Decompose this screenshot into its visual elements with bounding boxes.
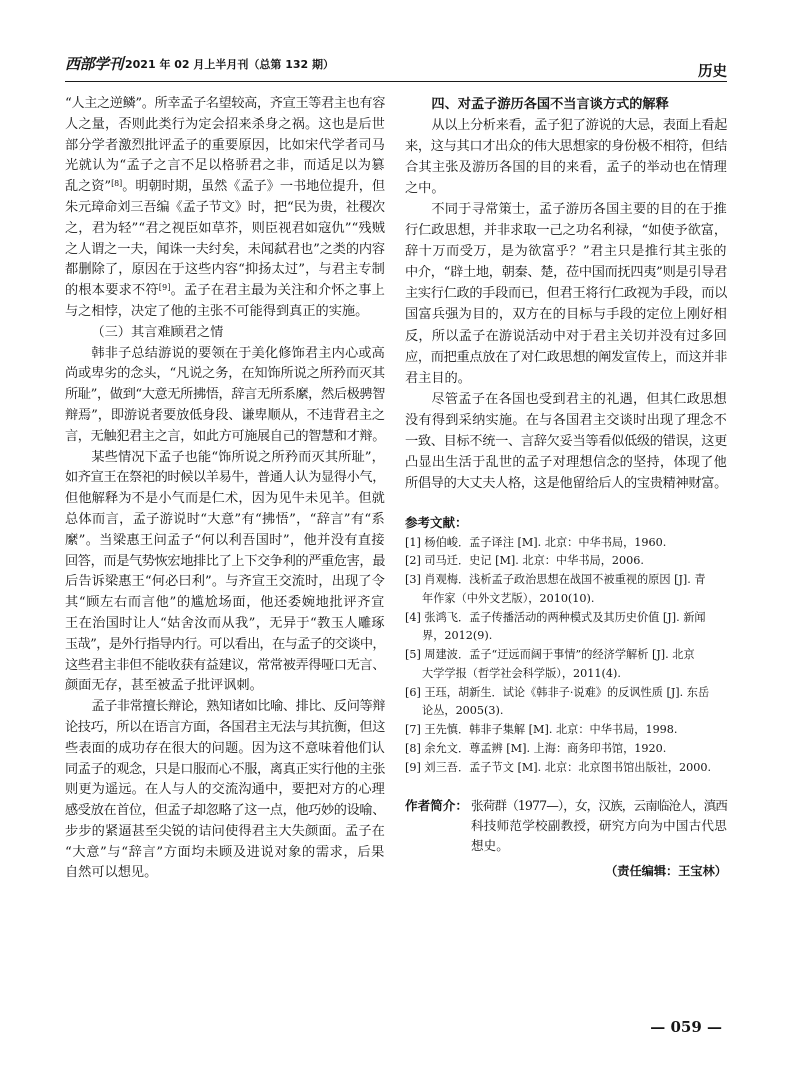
text-line: 感受放在首位，但孟子却忽略了这一点，他巧妙的设喻、 xyxy=(65,803,385,819)
text-line: 张荷群（1977—），女，汉族，云南临沧人，滇西 xyxy=(471,798,727,813)
text-line: 国富兵强为目的，双方在的目标与手段的定位上刚好相 xyxy=(405,307,727,323)
reference-item xyxy=(405,759,727,778)
text-line: [5] 周建波．孟子“迂远而阔于事情”的经济学解析 [J]. 北京 xyxy=(405,648,695,662)
text-line: 縻”。当梁惠王问孟子“何以利吾国时”，他并没有直接 xyxy=(65,532,385,548)
text-line: 主实行仁政的手段而已，但君王将行仁政视为手段，而以 xyxy=(405,286,727,302)
body-paragraph xyxy=(65,344,385,448)
text-line: 一致、目标不统一、言辞欠妥当等看似低级的错误，这更 xyxy=(405,434,727,449)
text-line: 之人谓之一夫，闻诛一夫纣矣，未闻弑君也”之类的内容 xyxy=(65,241,385,257)
text-line: 君主目的。 xyxy=(405,370,471,386)
references-title: 参考文献： xyxy=(405,515,468,530)
reference-item xyxy=(405,740,727,759)
text-line: 总体而言，孟子游说时“大意”有“拂悟”，“辞言”有“系 xyxy=(65,511,385,527)
author-bio xyxy=(471,796,727,856)
text-line: 没有得到采纳实施。在与各国君主交谈时出现了理念不 xyxy=(405,412,727,428)
text-line: 尚或卑劣的念头，“凡说之务，在知饰所说之所矜而灭其 xyxy=(65,366,385,382)
text-line: 合其主张及游历各国的目的来看，孟子的举动也在情理 xyxy=(405,159,727,175)
text-line: 言，无触犯君主之言，如此方可施展自己的智慧和才辩。 xyxy=(65,428,385,444)
journal-logo: 西部学刊 xyxy=(65,55,124,73)
text-line: 反，所以孟子在游说活动中对于君主关切并没有过多回 xyxy=(405,328,727,344)
text-line: 后告诉梁惠王“何必曰利”。与齐宣王交流时，出现了令 xyxy=(65,574,385,590)
text-line xyxy=(65,177,385,198)
text-line: 则更为遥远。在人与人的交流沟通中，要把对方的心理 xyxy=(65,782,385,798)
text-line: 界，2012(9). xyxy=(422,629,493,643)
text-line: 回答，而是气势恢宏地排比了上下交争利的严重危害，最 xyxy=(65,553,385,569)
text-line: 其“顾左右而言他”的尴尬场面，他还委婉地批评齐宣 xyxy=(65,595,385,611)
text-line: 韩非子总结游说的要领在于美化修饰君主内心或高 xyxy=(91,345,385,361)
text-line: 不同于寻常策士，孟子游历各国主要的目的在于推 xyxy=(431,201,727,217)
text-line: [6] 王珏，胡新生．试论《韩非子·说难》的反讽性质 [J]. 东岳 xyxy=(405,685,710,699)
header-rule xyxy=(65,81,727,82)
text-segment: 。孟子在君主最为关注和介怀之事上 xyxy=(170,283,386,299)
reference-item xyxy=(405,684,727,722)
text-line: 这些君主非但不能收获有益建议，常常被弄得哑口无言、 xyxy=(65,657,385,673)
editor-note: （责任编辑：王宝林） xyxy=(605,864,727,878)
body-paragraph xyxy=(65,448,385,698)
text-line: “大意”与“辞言”方面均未顾及进说对象的需求，后果 xyxy=(65,844,385,860)
text-line: [7] 王先慎．韩非子集解 [M]. 北京：中华书局，1998. xyxy=(405,723,678,737)
citation-marker: [9] xyxy=(158,283,171,293)
text-line: [1] 杨伯峻．孟子译注 [M]. 北京：中华书局，1960. xyxy=(405,535,667,549)
text-line: 但他解释为不是小气而是仁术，因为见牛未见羊。但就 xyxy=(65,491,385,507)
text-line: 来，这与其口才出众的伟大思想家的身份极不相符，但结 xyxy=(405,138,727,154)
text-line: 人之量，否则此类行为定会招来杀身之祸。这也是后世 xyxy=(65,116,385,132)
subsection-heading: （三）其言难顾君之情 xyxy=(91,324,224,340)
text-line: 如齐宣王在祭祀的时候以羊易牛，普通人认为显得小气， xyxy=(65,470,385,486)
body-paragraph xyxy=(405,199,727,389)
text-line: 所倡导的大丈夫人格，这是他留给后人的宝贵精神财富。 xyxy=(405,476,727,492)
body-paragraph xyxy=(405,389,727,494)
reference-item xyxy=(405,552,727,571)
text-line: 凸显出生活于乱世的孟子对理想信念的坚持，体现了他 xyxy=(405,455,727,471)
text-line: 辩焉”，即游说者要放低身段、谦卑顺从，不违背君主之 xyxy=(65,407,385,423)
text-line: [3] 肖观梅．浅析孟子政治思想在战国不被重视的原因 [J]. 青 xyxy=(405,573,706,587)
text-line: 辞十万而受万，是为欲富乎？”君主只是推行其主张的 xyxy=(405,244,727,260)
text-line: 行仁政思想，并非求取一己之功名利禄，“如使予欲富， xyxy=(405,223,727,239)
text-line: 之中。 xyxy=(405,180,445,196)
text-line: “人主之逆鳞”。所幸孟子名望较高，齐宣王等君主也有容 xyxy=(65,96,385,111)
text-line: 部分学者激烈批评孟子的重要原因，比如宋代学者司马 xyxy=(65,137,385,153)
author-bio-label: 作者简介： xyxy=(405,798,468,813)
text-segment: 的根本要求不符 xyxy=(65,283,159,299)
text-segment: 。明朝时期，虽然《孟子》一书地位提升，但 xyxy=(122,179,385,195)
text-line: 科技师范学校副教授，研究方向为中国古代思 xyxy=(471,818,727,833)
section-label: 历史 xyxy=(698,64,727,80)
body-paragraph xyxy=(405,115,727,199)
text-line: 某些情况下孟子也能“饰所说之所矜而灭其所耻”， xyxy=(91,449,385,465)
reference-item xyxy=(405,571,727,609)
text-line: 之，君为轻”“君之视臣如草芥，则臣视君如寇仇”“残贼 xyxy=(65,220,385,236)
text-line: 大学学报（哲学社会科学版），2011(4). xyxy=(422,666,621,680)
reference-item xyxy=(405,609,727,647)
body-paragraph xyxy=(65,94,385,323)
text-line: 颜面无存，甚至被孟子批评讽刺。 xyxy=(65,678,263,694)
text-line: 从以上分析来看，孟子犯了游说的大忌，表面上看起 xyxy=(431,117,727,133)
issue-info: 2021 年 02 月上半月刊（总第 132 期） xyxy=(125,58,335,71)
text-line: 都删除了，原因在于这些内容“抑扬太过”，与君主专制 xyxy=(65,262,385,278)
body-paragraph xyxy=(65,697,385,884)
text-line: 年作家（中外文艺版），2010(10). xyxy=(422,591,595,605)
text-line: [4] 张鸿飞．孟子传播活动的两种模式及其历史价值 [J]. 新闻 xyxy=(405,610,706,624)
text-line: 自然可以想见。 xyxy=(65,865,158,881)
text-line: 同孟子的观念，只是口服而心不服，离真正实行他的主张 xyxy=(65,761,385,777)
text-line: 光就认为“孟子之言不足以格骄君之非，而适足以为篡 xyxy=(65,158,385,174)
citation-marker: [8] xyxy=(111,179,123,189)
text-line: 与之相悖，决定了他的主张不可能得到真正的实施。 xyxy=(65,303,369,319)
text-line: 中介，“辟土地，朝秦、楚，莅中国而抚四夷”则是引导君 xyxy=(405,265,727,281)
text-line: 玉哉”，是外行指导内行。可以看出，在与孟子的交谈中， xyxy=(65,636,385,652)
text-line: 所耻”，做到“大意无所拂悟，辞言无所系縻，然后极骋智 xyxy=(65,387,385,403)
reference-item xyxy=(405,534,727,553)
reference-item xyxy=(405,646,727,684)
left-column xyxy=(65,94,385,884)
text-line xyxy=(65,281,385,302)
text-line: 论丛，2005(3). xyxy=(422,704,504,718)
text-line: 应，而把重点放在了对仁政思想的阐发宣传上，而这并非 xyxy=(405,349,727,365)
reference-item xyxy=(405,721,727,740)
section-heading: 四、对孟子游历各国不当言谈方式的解释 xyxy=(431,96,669,112)
text-line: [8] 余允文．尊孟辨 [M]. 上海：商务印书馆，1920. xyxy=(405,741,667,755)
reference-list xyxy=(405,534,727,778)
page-number: — 059 — xyxy=(650,1018,722,1036)
text-line: 些表面的成功存在很大的问题。因为这不意味着他们认 xyxy=(65,740,385,756)
text-line: 步步的紧逼甚至尖锐的诘问使得君主大失颜面。孟子在 xyxy=(65,823,385,839)
text-line: 论技巧，所以在语言方面，各国君主无法与其抗衡，但这 xyxy=(65,719,385,735)
text-line: [9] 刘三吾．孟子节文 [M]. 北京：北京图书馆出版社，2000. xyxy=(405,760,712,774)
text-segment: 乱之资” xyxy=(65,179,112,195)
text-line: 孟子非常擅长辩论，熟知诸如比喻、排比、反问等辩 xyxy=(91,699,385,715)
text-line: 王在治国时让人“姑舍汝而从我”，无异于“教玉人雕琢 xyxy=(65,615,385,631)
text-line: [2] 司马迁．史记 [M]. 北京：中华书局，2006. xyxy=(405,554,644,568)
text-line: 想史。 xyxy=(471,838,509,853)
text-line: 尽管孟子在各国也受到君主的礼遇，但其仁政思想 xyxy=(431,391,727,407)
right-column xyxy=(405,94,727,495)
text-line: 朱元璋命刘三吾编《孟子节文》时，把“民为贵，社稷次 xyxy=(65,199,385,215)
